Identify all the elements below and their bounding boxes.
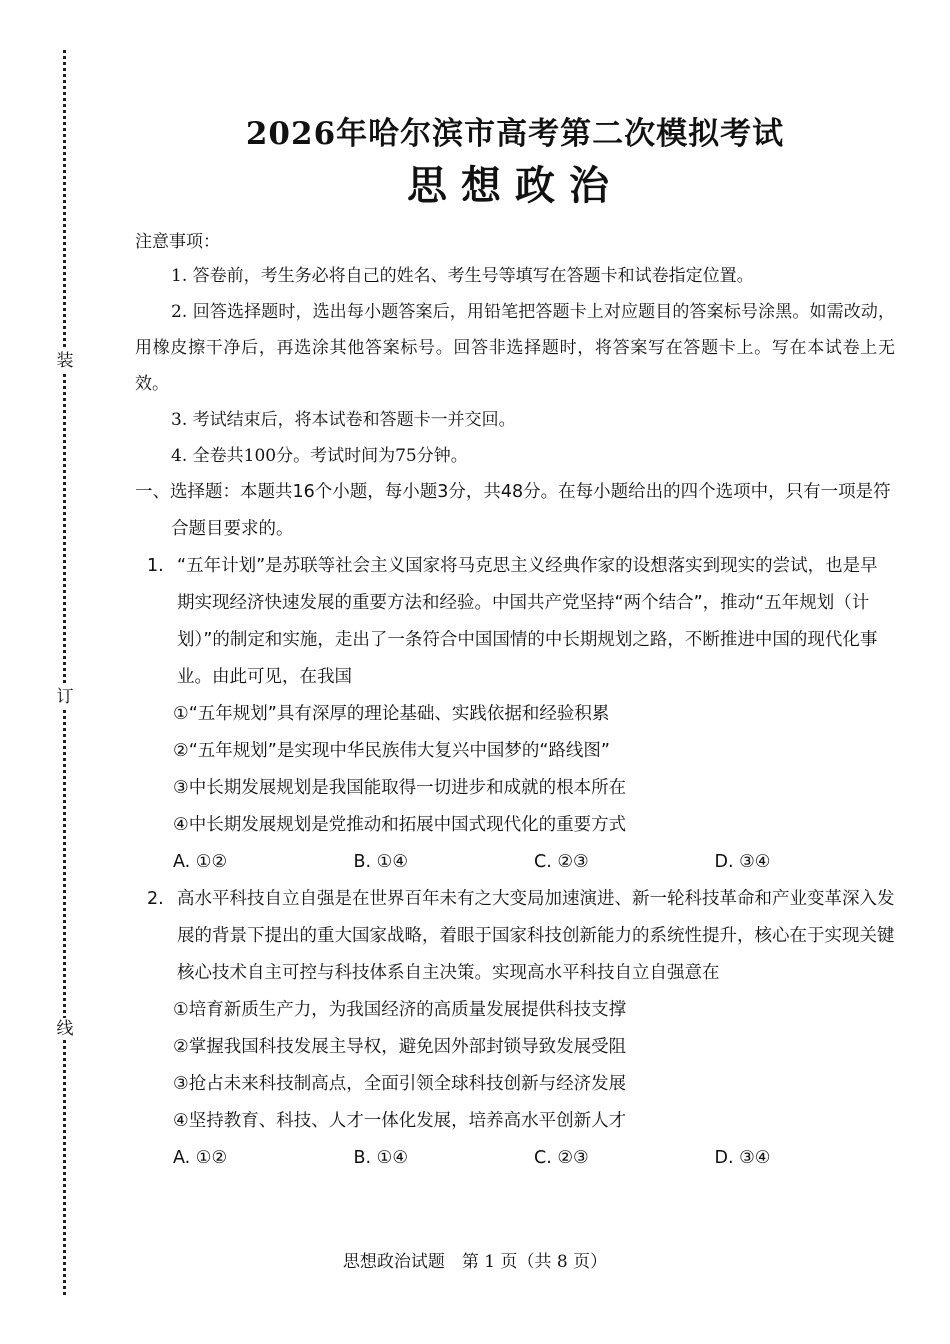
option-4: ④中长期发展规划是党推动和拓展中国式现代化的重要方式 xyxy=(173,815,627,835)
choice-a[interactable]: A. ①② xyxy=(173,1148,228,1168)
question-1 xyxy=(135,548,895,881)
subject-title: 思想政治 xyxy=(407,162,623,209)
answer-choices xyxy=(135,844,895,881)
choice-b[interactable]: B. ①④ xyxy=(353,1148,409,1168)
exam-page xyxy=(135,112,895,1177)
binding-char-zhuang: 装 xyxy=(54,350,76,372)
choice-c[interactable]: C. ②③ xyxy=(534,1148,589,1168)
option-2: ②掌握我国科技发展主导权，避免因外部封锁导致发展受阻 xyxy=(173,1037,627,1057)
option-4: ④坚持教育、科技、人才一体化发展，培养高水平创新人才 xyxy=(173,1111,627,1131)
binding-char-xian: 线 xyxy=(54,1018,76,1040)
choice-d[interactable]: D. ③④ xyxy=(714,1148,771,1168)
option-2: ②“五年规划”是实现中华民族伟大复兴中国梦的“路线图” xyxy=(173,741,610,761)
note-item-2: 2. 回答选择题时，选出每小题答案后，用铅笔把答题卡上对应题目的答案标号涂黑。如需改动，用橡皮擦干净后，再选涂其他答案标号。回答非选择题时，将答案写在答题卡上。写在本试卷上无效。 xyxy=(135,302,895,394)
option-3: ③中长期发展规划是我国能取得一切进步和成就的根本所在 xyxy=(173,778,627,798)
question-number: 2. xyxy=(147,889,164,909)
option-3: ③抢占未来科技制高点，全面引领全球科技创新与经济发展 xyxy=(173,1074,627,1094)
question-text: “五年计划”是苏联等社会主义国家将马克思主义经典作家的设想落实到现实的尝试，也是早期实现经济快速发展的重要方法和经验。中国共产党坚持“两个结合”，推动“五年规划（计划）”的制定和实施，走出了一条符合中国国情的中长期规划之路，不断推进中国的现代化事业。由此可见，在我国 xyxy=(177,556,878,687)
binding-char-ding: 订 xyxy=(54,686,76,708)
question-stem xyxy=(135,881,895,992)
choice-a[interactable]: A. ①② xyxy=(173,852,228,872)
choice-c[interactable]: C. ②③ xyxy=(534,852,589,872)
note-item-1: 1. 答卷前，考生务必将自己的姓名、考生号等填写在答题卡和试卷指定位置。 xyxy=(171,266,754,286)
answer-choices xyxy=(135,1140,895,1177)
notes-heading: 注意事项： xyxy=(135,232,220,252)
question-2 xyxy=(135,881,895,1177)
choice-d[interactable]: D. ③④ xyxy=(714,852,771,872)
question-text: 高水平科技自立自强是在世界百年未有之大变局加速演进、新一轮科技革命和产业变革深入发展的背景下提出的重大国家战略，着眼于国家科技创新能力的系统性提升，核心在于实现关键核心技术自主可控与科技体系自主决策。实现高水平科技自立自强意在 xyxy=(177,889,895,983)
page-footer: 思想政治试题 第 1 页（共 8 页） xyxy=(342,1252,608,1272)
note-item-4: 4. 全卷共100分。考试时间为75分钟。 xyxy=(171,446,468,466)
choice-b[interactable]: B. ①④ xyxy=(353,852,409,872)
question-number: 1. xyxy=(147,556,164,576)
note-item-3: 3. 考试结束后，将本试卷和答题卡一并交回。 xyxy=(171,410,516,430)
question-stem xyxy=(135,548,895,696)
option-1: ①培育新质生产力，为我国经济的高质量发展提供科技支撑 xyxy=(173,1000,627,1020)
option-1: ①“五年规划”具有深厚的理论基础、实践依据和经验积累 xyxy=(173,704,610,724)
binding-dotted-line xyxy=(63,50,66,1295)
exam-title: 2026年哈尔滨市高考第二次模拟考试 xyxy=(245,116,785,152)
section-1-heading: 一、选择题：本题共16个小题，每小题3分，共48分。在每小题给出的四个选项中，只有一项是符合题目要求的。 xyxy=(135,482,891,539)
